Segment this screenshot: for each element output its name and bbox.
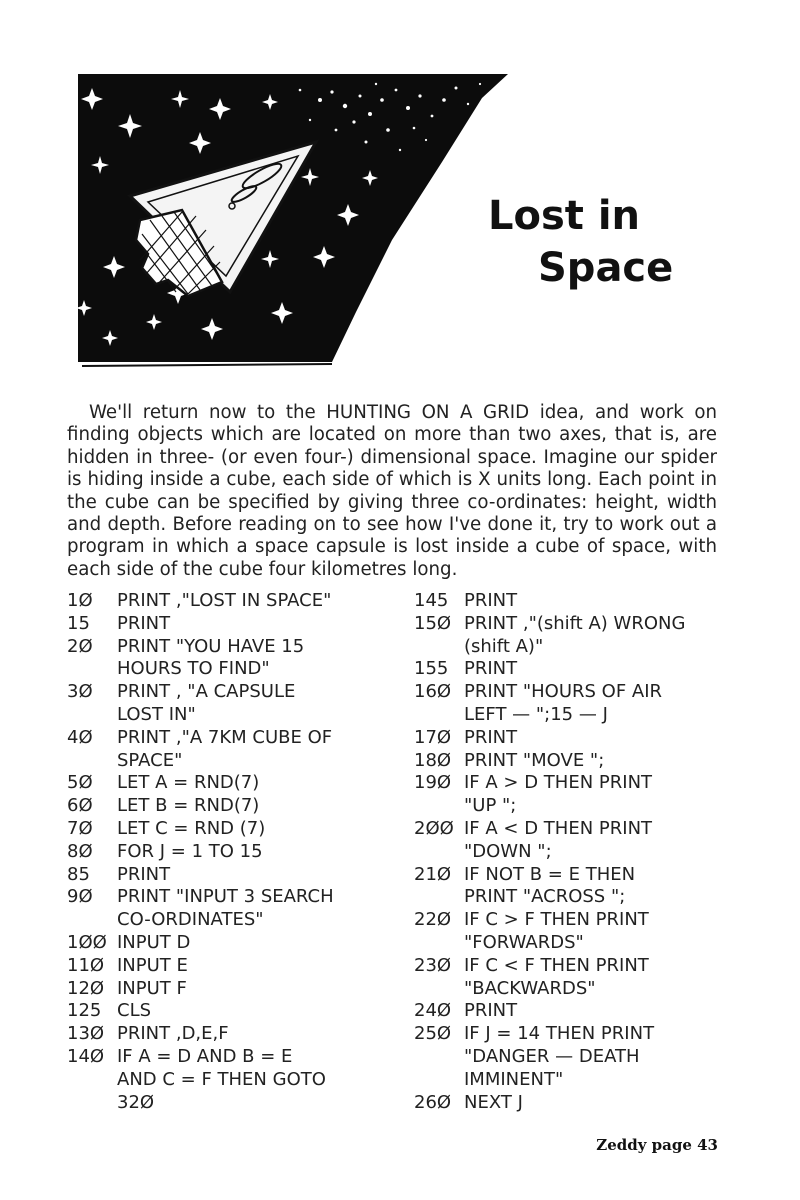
- code-line: [414, 590, 734, 613]
- code-statement: IF C > F THEN PRINT: [464, 909, 649, 931]
- code-line: [67, 955, 397, 978]
- code-statement: PRINT "MOVE ";: [464, 749, 605, 771]
- code-statement: PRINT "INPUT 3 SEARCH: [117, 886, 334, 908]
- code-line: [414, 864, 734, 887]
- page-footer: Zeddy page 43: [596, 1136, 718, 1154]
- code-line: [67, 841, 397, 864]
- line-number: 12Ø: [67, 977, 105, 999]
- code-line: [414, 795, 734, 818]
- line-number: [414, 886, 464, 909]
- line-number: 26Ø: [414, 1091, 452, 1113]
- line-number: 13Ø: [67, 1023, 105, 1045]
- code-line: [414, 932, 734, 955]
- code-line: [67, 1000, 397, 1023]
- code-line: [414, 955, 734, 978]
- code-statement: "UP ";: [464, 795, 517, 817]
- code-line: [67, 772, 397, 795]
- code-statement: IF A = D AND B = E: [117, 1045, 293, 1067]
- intro-paragraph: [67, 402, 717, 581]
- space-capsule-illustration: [70, 70, 510, 370]
- code-statement: "FORWARDS": [464, 931, 584, 953]
- line-number: 24Ø: [414, 1000, 452, 1022]
- code-statement: IF J = 14 THEN PRINT: [464, 1023, 655, 1045]
- line-number: 5Ø: [67, 772, 93, 794]
- line-number: [414, 704, 464, 727]
- code-statement: PRINT: [117, 612, 171, 634]
- code-line: [67, 590, 397, 613]
- code-line: [414, 909, 734, 932]
- line-number: 14Ø: [67, 1045, 105, 1067]
- code-statement: LET A = RND(7): [117, 772, 260, 794]
- code-line: [414, 978, 734, 1001]
- code-line: [414, 886, 734, 909]
- code-line: [67, 1092, 397, 1115]
- code-line: [67, 932, 397, 955]
- line-number: 145: [414, 590, 449, 611]
- code-line: [67, 636, 397, 659]
- code-statement: NEXT J: [464, 1091, 523, 1113]
- code-statement: IF C < F THEN PRINT: [464, 954, 649, 976]
- line-number: 16Ø: [414, 681, 452, 703]
- line-number: 23Ø: [414, 954, 452, 976]
- code-statement: PRINT "ACROSS ";: [464, 886, 626, 908]
- code-statement: CLS: [117, 1000, 152, 1022]
- line-number: 11Ø: [67, 954, 105, 976]
- line-number: 1Ø: [67, 590, 93, 611]
- code-statement: IF A > D THEN PRINT: [464, 772, 653, 794]
- code-statement: PRINT "HOURS OF AIR: [464, 681, 663, 703]
- code-statement: LOST IN": [117, 703, 196, 725]
- code-line: [414, 681, 734, 704]
- code-line: [67, 613, 397, 636]
- code-statement: PRINT ,"(shift A) WRONG: [464, 612, 686, 634]
- code-statement: PRINT: [117, 863, 171, 885]
- title-line-2: Space: [538, 245, 674, 291]
- code-line: [67, 681, 397, 704]
- program-listing-right-column: [414, 590, 734, 1114]
- code-line: [67, 1023, 397, 1046]
- code-statement: AND C = F THEN GOTO: [117, 1068, 326, 1090]
- code-line: [414, 1046, 734, 1069]
- code-line: [414, 772, 734, 795]
- code-line: [67, 1069, 397, 1092]
- code-line: [67, 886, 397, 909]
- line-number: 155: [414, 658, 449, 680]
- code-statement: PRINT: [464, 658, 518, 680]
- code-line: [414, 727, 734, 750]
- code-statement: IF NOT B = E THEN: [464, 863, 636, 885]
- line-number: [67, 1069, 117, 1092]
- line-number: 15: [67, 612, 90, 634]
- line-number: [67, 909, 117, 932]
- line-number: 2Ø: [67, 635, 93, 657]
- code-statement: PRINT ,"A 7KM CUBE OF: [117, 726, 333, 748]
- code-line: [414, 1023, 734, 1046]
- line-number: 2ØØ: [414, 817, 454, 839]
- code-line: [67, 1046, 397, 1069]
- line-number: 125: [67, 1000, 102, 1022]
- code-statement: 32Ø: [117, 1091, 155, 1113]
- code-statement: (shift A)": [464, 635, 544, 657]
- code-line: [414, 658, 734, 681]
- code-statement: INPUT D: [117, 931, 191, 953]
- line-number: 1ØØ: [67, 931, 107, 953]
- code-line: [67, 978, 397, 1001]
- line-number: 6Ø: [67, 795, 93, 817]
- code-line: [414, 636, 734, 659]
- code-statement: HOURS TO FIND": [117, 658, 270, 680]
- code-line: [67, 727, 397, 750]
- line-number: [414, 1046, 464, 1069]
- code-statement: LEFT — ";15 — J: [464, 703, 608, 725]
- code-statement: "DOWN ";: [464, 840, 552, 862]
- code-line: [67, 864, 397, 887]
- line-number: [414, 1069, 464, 1092]
- code-line: [414, 750, 734, 773]
- code-line: [67, 818, 397, 841]
- line-number: [67, 658, 117, 681]
- code-statement: "DANGER — DEATH: [464, 1045, 640, 1067]
- line-number: 22Ø: [414, 909, 452, 931]
- line-number: 85: [67, 863, 90, 885]
- code-statement: CO-ORDINATES": [117, 909, 264, 931]
- code-statement: LET C = RND (7): [117, 817, 266, 839]
- line-number: 9Ø: [67, 886, 93, 908]
- code-line: [414, 1000, 734, 1023]
- line-number: 3Ø: [67, 681, 93, 703]
- code-statement: PRINT ,D,E,F: [117, 1023, 229, 1045]
- code-statement: "BACKWARDS": [464, 977, 596, 999]
- line-number: [414, 932, 464, 955]
- code-statement: PRINT ,"LOST IN SPACE": [117, 590, 332, 611]
- code-statement: PRINT: [464, 1000, 518, 1022]
- program-listing-left-column: [67, 590, 397, 1114]
- code-line: [67, 909, 397, 932]
- code-line: [414, 841, 734, 864]
- line-number: 17Ø: [414, 726, 452, 748]
- line-number: [67, 704, 117, 727]
- code-line: [67, 704, 397, 727]
- intro-text: We'll return now to the HUNTING ON A GRID idea, and work on finding objects which are located on more than two axes, that is, are hidden in three- (or even four-) dimensional space. Imagine our spider is hiding inside a cube, each side of which is X units long. Each point in the cube can be specified by giving three co-ordinates: height, width and depth. Before reading on to see how I've done it, try to work out a program in which a space capsule is lost inside a cube of space, with each side of the cube four kilometres long.: [67, 402, 717, 580]
- starfield-background: [78, 74, 508, 362]
- line-number: 8Ø: [67, 840, 93, 862]
- code-statement: FOR J = 1 TO 15: [117, 840, 263, 862]
- line-number: [67, 1092, 117, 1115]
- code-statement: INPUT E: [117, 954, 188, 976]
- line-number: 19Ø: [414, 772, 452, 794]
- line-number: [414, 841, 464, 864]
- line-number: 21Ø: [414, 863, 452, 885]
- line-number: 7Ø: [67, 817, 93, 839]
- line-number: [67, 750, 117, 773]
- line-number: 25Ø: [414, 1023, 452, 1045]
- line-number: [414, 636, 464, 659]
- code-statement: SPACE": [117, 749, 183, 771]
- page-title: [488, 190, 708, 294]
- code-line: [67, 795, 397, 818]
- code-statement: IF A < D THEN PRINT: [464, 817, 653, 839]
- code-statement: PRINT: [464, 726, 518, 748]
- code-statement: IMMINENT": [464, 1068, 564, 1090]
- line-number: 18Ø: [414, 749, 452, 771]
- code-statement: INPUT F: [117, 977, 187, 999]
- code-line: [414, 1092, 734, 1115]
- code-line: [414, 704, 734, 727]
- title-line-1: Lost in: [488, 193, 641, 239]
- code-line: [414, 1069, 734, 1092]
- line-number: 15Ø: [414, 612, 452, 634]
- line-number: [414, 795, 464, 818]
- code-statement: PRINT: [464, 590, 518, 611]
- line-number: [414, 978, 464, 1001]
- line-number: 4Ø: [67, 726, 93, 748]
- code-statement: PRINT , "A CAPSULE: [117, 681, 296, 703]
- code-line: [414, 613, 734, 636]
- code-line: [67, 750, 397, 773]
- code-line: [414, 818, 734, 841]
- code-line: [67, 658, 397, 681]
- code-statement: PRINT "YOU HAVE 15: [117, 635, 305, 657]
- code-statement: LET B = RND(7): [117, 795, 260, 817]
